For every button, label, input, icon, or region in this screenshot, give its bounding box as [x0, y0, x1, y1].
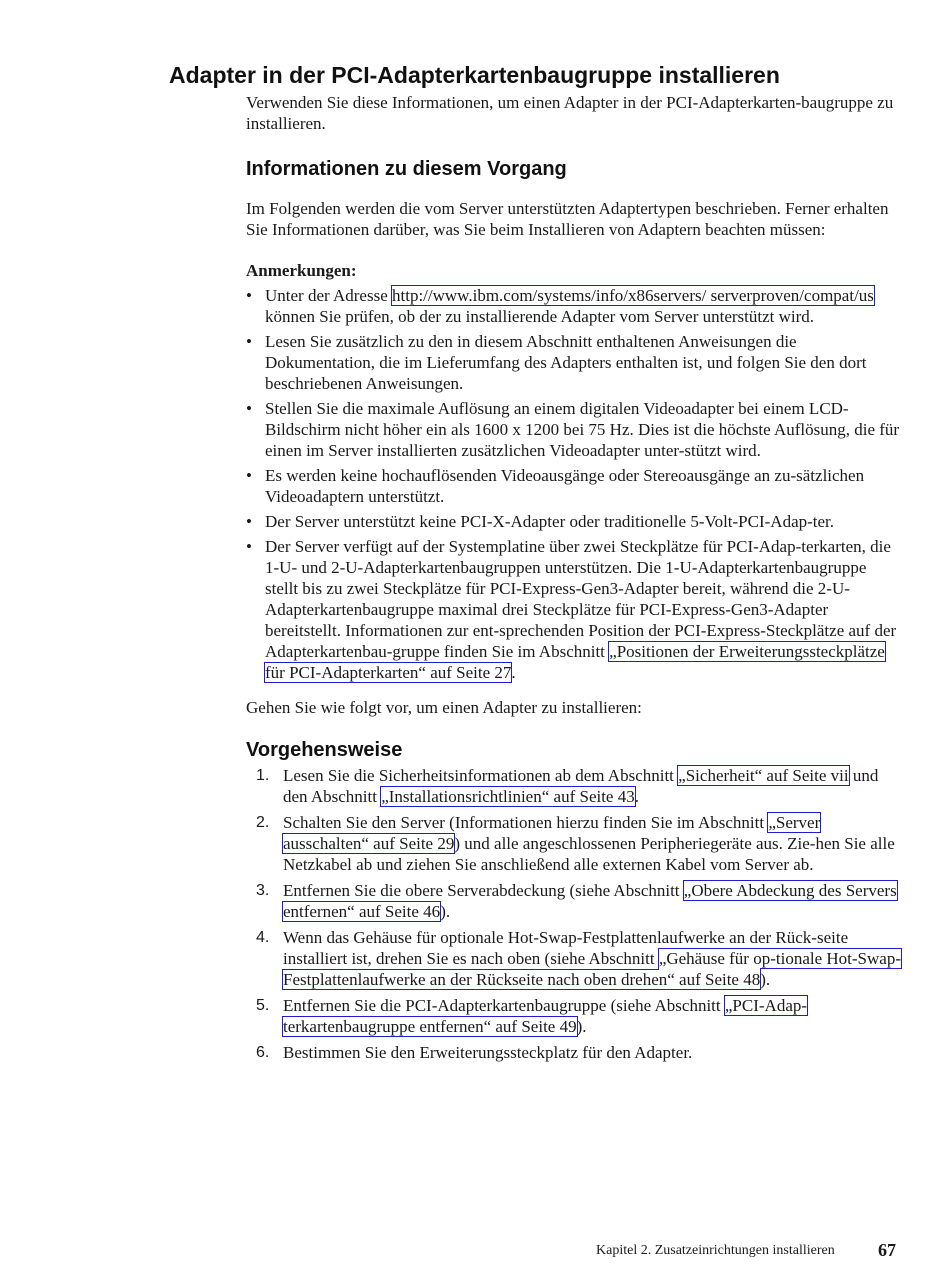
bullet: •	[246, 512, 252, 531]
bullet: •	[246, 399, 252, 418]
step-number: 6.	[256, 1044, 270, 1061]
notes-list	[246, 285, 901, 683]
list-item: 1. Lesen Sie die Sicherheitsinformationen ab dem Abschnitt „Sicherheit“ auf Seite vii und den Abschnitt „Installationsrichtlinien“ auf Seite 43.	[256, 766, 879, 806]
step-number: 1.	[256, 767, 270, 784]
step-number: 5.	[256, 997, 270, 1014]
intro-paragraph: Verwenden Sie diese Informationen, um einen Adapter in der PCI-Adapterkarten-baugruppe zu installieren.	[246, 93, 894, 133]
procedure-heading: Vorgehensweise	[246, 739, 403, 761]
server-off-link[interactable]: „Server ausschalten“ auf Seite 29	[283, 813, 821, 853]
list-item: • Lesen Sie zusätzlich zu den in diesem Abschnitt enthaltenen Anweisungen die Dokumentation, die im Lieferumfang des Adapters enthalten ist, und folgen Sie den dort beschriebenen Anweisungen.	[246, 332, 867, 393]
list-item: • Der Server unterstützt keine PCI-X-Adapter oder traditionelle 5-Volt-PCI-Adap-ter.	[246, 512, 835, 531]
list-item: 2. Schalten Sie den Server (Informationen hierzu finden Sie im Abschnitt „Server ausschalten“ auf Seite 29) und alle angeschlossenen Peripheriegeräte aus. Zie-hen Sie alle Netzkabel ab und ziehen Sie anschließend alle externen Kabel vom Server ab.	[256, 813, 895, 874]
serverproven-link[interactable]: http://www.ibm.com/systems/info/x86servers/ serverproven/compat/us	[392, 286, 874, 305]
procedure-steps	[246, 765, 901, 1063]
lead-in-paragraph: Gehen Sie wie folgt vor, um einen Adapter zu installieren:	[246, 698, 642, 717]
bullet: •	[246, 286, 252, 305]
page-number: 67	[878, 1240, 896, 1260]
bullet: •	[246, 537, 252, 556]
list-item: 6. Bestimmen Sie den Erweiterungssteckplatz für den Adapter.	[256, 1043, 693, 1062]
list-item: 3. Entfernen Sie die obere Serverabdeckung (siehe Abschnitt „Obere Abdeckung des Servers entfernen“ auf Seite 46).	[256, 881, 897, 921]
notes-title: Anmerkungen:	[246, 261, 357, 280]
page-content	[246, 92, 901, 1068]
remove-cover-link[interactable]: „Obere Abdeckung des Servers entfernen“ auf Seite 46	[283, 881, 897, 921]
list-item: 5. Entfernen Sie die PCI-Adapterkartenbaugruppe (siehe Abschnitt „PCI-Adap-terkartenbaugruppe entfernen“ auf Seite 49).	[256, 996, 808, 1036]
slot-positions-link[interactable]: „Positionen der Erweiterungssteckplätze für PCI-Adapterkarten“ auf Seite 27	[265, 642, 885, 682]
bullet: •	[246, 466, 252, 485]
list-item: • Unter der Adresse http://www.ibm.com/systems/info/x86servers/ serverproven/compat/us können Sie prüfen, ob der zu installierende Adapter vom Server unterstützt wird.	[246, 286, 874, 326]
list-item: • Es werden keine hochauflösenden Videoausgänge oder Stereoausgänge an zu-sätzlichen Videoadaptern unterstützt.	[246, 466, 865, 506]
footer-chapter: Kapitel 2. Zusatzeinrichtungen installieren	[596, 1243, 835, 1258]
about-heading: Informationen zu diesem Vorgang	[246, 158, 567, 180]
about-paragraph: Im Folgenden werden die vom Server unterstützten Adaptertypen beschrieben. Ferner erhalten Sie Informationen darüber, was Sie beim Installieren von Adaptern beachten müssen:	[246, 199, 889, 239]
step-number: 3.	[256, 882, 270, 899]
page-title: Adapter in der PCI-Adapterkartenbaugruppe installieren	[169, 62, 780, 88]
bullet: •	[246, 332, 252, 351]
list-item: • Der Server verfügt auf der Systemplatine über zwei Steckplätze für PCI-Adap-terkarten, die 1-U- und 2-U-Adapterkartenbaugruppen unterstützen. Die 1-U-Adapterkartenbaugruppe stellt bis zu zwei Steckplätze für PCI-Express-Gen3-Adapter bereit, während die 2-U-Adapterkartenbaugruppe maximal drei Steckplätze für PCI-Express-Gen3-Adapter bereitstellt. Informationen zur ent-sprechenden Position der PCI-Express-Steckplätze auf der Adapterkartenbau-gruppe finden Sie im Abschnitt „Positionen der Erweiterungssteckplätze für PCI-Adapterkarten“ auf Seite 27.	[246, 537, 897, 682]
rotate-drive-cage-link[interactable]: „Gehäuse für op-tionale Hot-Swap-Festplattenlaufwerke an der Rückseite nach oben drehen“ auf Seite 48	[283, 949, 901, 989]
step-number: 2.	[256, 814, 270, 831]
safety-link[interactable]: „Sicherheit“ auf Seite vii	[678, 766, 849, 785]
remove-riser-link[interactable]: „PCI-Adap-terkartenbaugruppe entfernen“ auf Seite 49	[283, 996, 808, 1036]
list-item: • Stellen Sie die maximale Auflösung an einem digitalen Videoadapter bei einem LCD-Bildschirm nicht höher ein als 1600 x 1200 bei 75 Hz. Dies ist die höchste Auflösung, die für einen im Server installierten zusätzlichen Videoadapter unter-stützt wird.	[246, 399, 900, 460]
step-number: 4.	[256, 929, 270, 946]
list-item: 4. Wenn das Gehäuse für optionale Hot-Swap-Festplattenlaufwerke an der Rück-seite installiert ist, drehen Sie es nach oben (siehe Abschnitt „Gehäuse für op-tionale Hot-Swap-Festplattenlaufwerke an der Rückseite nach oben drehen“ auf Seite 48).	[256, 928, 901, 989]
installation-guidelines-link[interactable]: „Installationsrichtlinien“ auf Seite 43	[381, 787, 635, 806]
